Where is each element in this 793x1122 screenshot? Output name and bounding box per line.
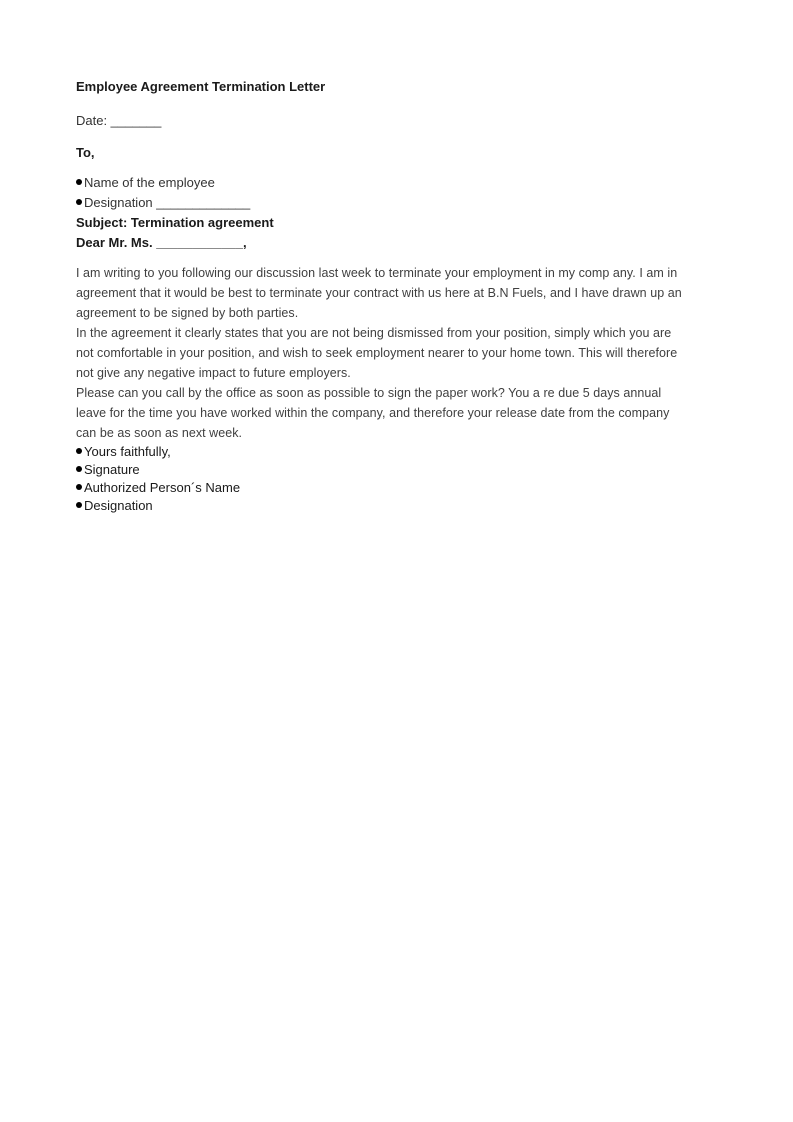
body-line: not give any negative impact to future employers. [76, 366, 351, 380]
body-line: agreement that it would be best to terminate your contract with us here at B.N Fuels, and I have drawn up an [76, 286, 682, 300]
body-line: not comfortable in your position, and wish to seek employment nearer to your home town. This will therefore [76, 346, 678, 360]
list-item [76, 173, 716, 193]
body-line: agreement to be signed by both parties. [76, 306, 299, 320]
letter-content [76, 78, 716, 515]
closing-signature: Signature [84, 462, 140, 477]
to-line: To, [76, 145, 95, 160]
bullet-icon [76, 484, 82, 490]
document-title: Employee Agreement Termination Letter [76, 79, 326, 94]
recipient-name-label: Name of the employee [84, 175, 215, 190]
list-item [76, 193, 716, 213]
closing-designation: Designation [84, 498, 153, 513]
bullet-icon [76, 179, 82, 185]
body-line: Please can you call by the office as soon as possible to sign the paper work? You a re due 5 days annual [76, 386, 662, 400]
bullet-icon [76, 199, 82, 205]
subject-line: Subject: Termination agreement [76, 215, 274, 230]
list-item [76, 497, 716, 515]
bullet-icon [76, 466, 82, 472]
recipient-designation-label: Designation _____________ [84, 195, 251, 210]
date-line: Date: _______ [76, 113, 162, 128]
body-line: I am writing to you following our discussion last week to terminate your employment in my comp any. I am in [76, 266, 678, 280]
closing-yours-faithfully: Yours faithfully, [84, 444, 171, 459]
body-line: leave for the time you have worked within the company, and therefore your release date from the company [76, 406, 670, 420]
list-item [76, 461, 716, 479]
body-line: can be as soon as next week. [76, 426, 243, 440]
list-item [76, 443, 716, 461]
body-line: In the agreement it clearly states that you are not being dismissed from your position, simply which you are [76, 326, 672, 340]
bullet-icon [76, 448, 82, 454]
list-item [76, 479, 716, 497]
closing-list [76, 443, 716, 515]
closing-authorized-name: Authorized Person´s Name [84, 480, 241, 495]
recipient-list [76, 173, 716, 213]
letter-body [76, 263, 716, 443]
bullet-icon [76, 502, 82, 508]
salutation-line: Dear Mr. Ms. ____________, [76, 235, 247, 250]
